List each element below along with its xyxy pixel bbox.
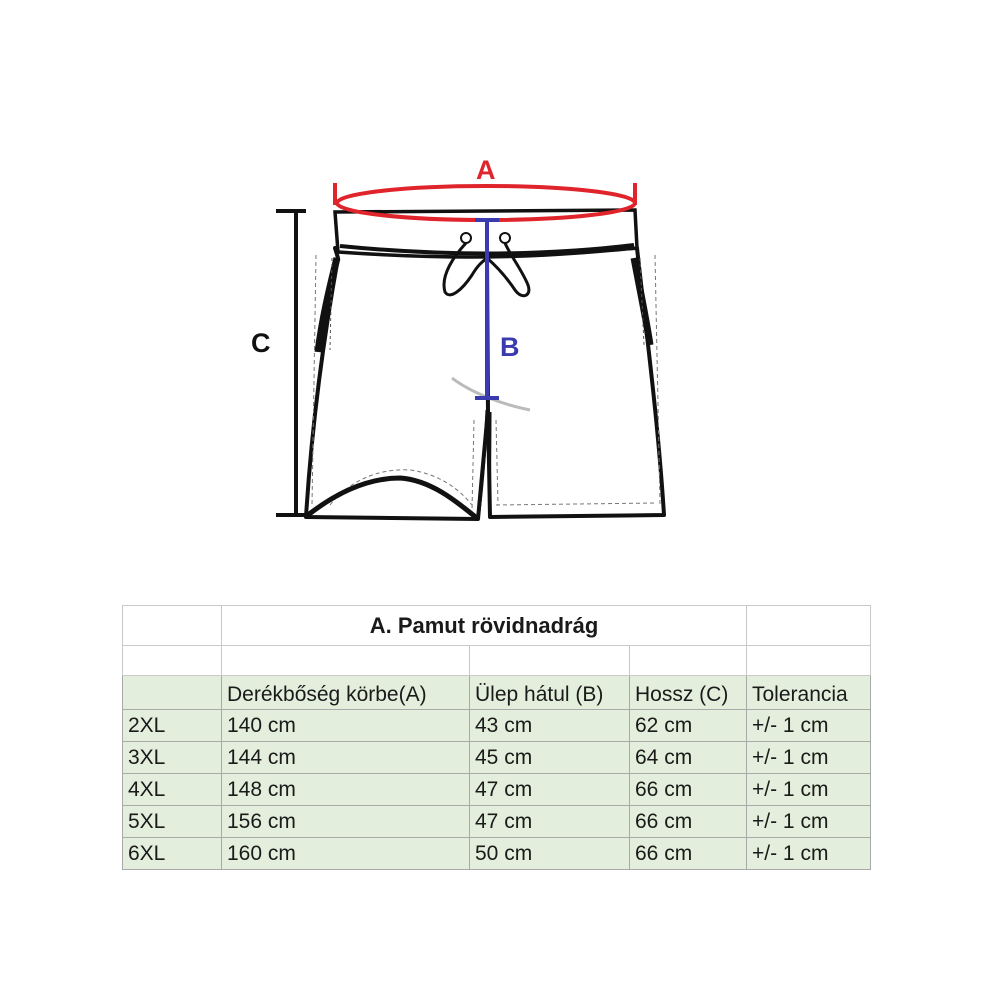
cell-tolerance: +/- 1 cm: [747, 742, 871, 774]
header-waist: Derékbőség körbe(A): [222, 676, 470, 710]
table-blank-row: [123, 646, 871, 676]
cell-seat: 43 cm: [470, 710, 630, 742]
cell-tolerance: +/- 1 cm: [747, 774, 871, 806]
label-c: C: [251, 328, 271, 358]
cell-waist: 144 cm: [222, 742, 470, 774]
table-title: A. Pamut rövidnadrág: [222, 606, 747, 646]
cell-size: 5XL: [123, 806, 222, 838]
table-row: [123, 774, 871, 806]
cell-tolerance: +/- 1 cm: [747, 710, 871, 742]
header-length: Hossz (C): [630, 676, 747, 710]
cell-waist: 148 cm: [222, 774, 470, 806]
cell-size: 4XL: [123, 774, 222, 806]
label-a: A: [476, 155, 496, 185]
cell-size: 3XL: [123, 742, 222, 774]
cell-length: 66 cm: [630, 774, 747, 806]
header-seat: Ülep hátul (B): [470, 676, 630, 710]
table-row: [123, 742, 871, 774]
cell-length: 62 cm: [630, 710, 747, 742]
table-header-row: [123, 676, 871, 710]
cell-waist: 156 cm: [222, 806, 470, 838]
cell-tolerance: +/- 1 cm: [747, 806, 871, 838]
cell-seat: 47 cm: [470, 806, 630, 838]
cell-seat: 47 cm: [470, 774, 630, 806]
cell-size: 6XL: [123, 838, 222, 870]
table-row: [123, 838, 871, 870]
table-row: [123, 710, 871, 742]
cell-length: 66 cm: [630, 838, 747, 870]
cell-length: 64 cm: [630, 742, 747, 774]
header-tolerance: Tolerancia: [747, 676, 871, 710]
header-size: [123, 676, 222, 710]
label-b: B: [500, 332, 520, 362]
cell-tolerance: +/- 1 cm: [747, 838, 871, 870]
table-title-row: [123, 606, 871, 646]
cell-seat: 50 cm: [470, 838, 630, 870]
table-row: [123, 806, 871, 838]
cell-waist: 140 cm: [222, 710, 470, 742]
size-table: [122, 605, 871, 870]
cell-waist: 160 cm: [222, 838, 470, 870]
cell-size: 2XL: [123, 710, 222, 742]
cell-seat: 45 cm: [470, 742, 630, 774]
grommet-right: [500, 233, 510, 243]
cell-length: 66 cm: [630, 806, 747, 838]
grommet-left: [461, 233, 471, 243]
